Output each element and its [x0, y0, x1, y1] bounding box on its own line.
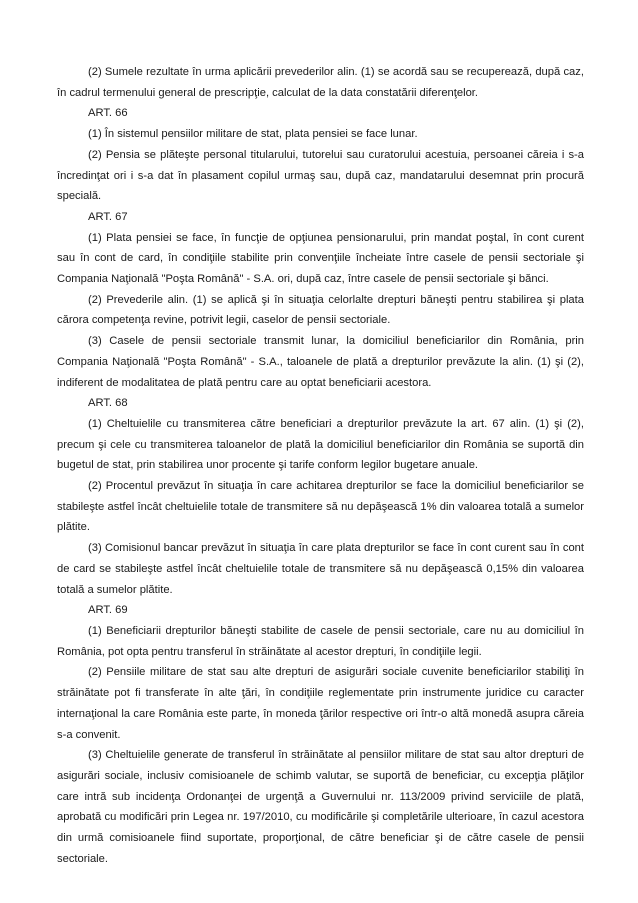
paragraph: (1) Beneficiarii drepturilor băneşti stabilite de casele de pensii sectoriale, care nu au domiciliul în România, pot opta pentru transferul în străinătate al acestor drepturi, în condiţiile legii. — [57, 624, 584, 658]
paragraph: (2) Procentul prevăzut în situaţia în care achitarea drepturilor se face la domiciliul beneficiarilor se stabileşte astfel încât cheltuielile totale de transmitere să nu depăşească 1% din valoarea totală a sumelor plătite. — [57, 480, 584, 534]
paragraph: (1) Plata pensiei se face, în funcţie de opţiunea pensionarului, prin mandat poştal, în cont curent sau în cont de card, în condiţiile stabilite prin convenţiile încheiate între casele de pensii sectoriale şi Compania Naţională "Poşta Română" - S.A. ori, după caz, între casele de pensii sectoriale şi bănci. — [57, 231, 584, 286]
paragraph: (2) Sumele rezultate în urma aplicării prevederilor alin. (1) se acordă sau se recuperează, după caz, în cadrul termenului general de prescripţie, calculat de la data constatării diferenţelor. — [57, 66, 584, 99]
paragraph: (1) Cheltuielile cu transmiterea către beneficiari a drepturilor prevăzute la art. 67 alin. (1) şi (2), precum şi cele cu transmiterea taloanelor de plată la domiciliul beneficiarilor din România se suportă din bugetul de stat, prin stabilirea unor procente şi tarife conform legilor bugetare anuale. — [57, 417, 584, 472]
article-heading: ART. 67 — [88, 210, 128, 223]
paragraph: (3) Cheltuielile generate de transferul în străinătate al pensiilor militare de stat sau altor drepturi de asigurări sociale, inclusiv comisioanele de schimb valutar, se suportă de beneficiar, cu excepţia plăţilor care intră sub incidenţa Ordonanţei de urgenţă a Guvernului nr. 113/2009 privind serviciile de plată, aprobată cu modificări prin Legea nr. 197/2010, cu modificările şi completările ulterioare, în cazul acestora din urmă comisioanele fiind suportate, proporţional, de către beneficiar şi de către casele de pensii sectoriale. — [57, 749, 584, 865]
paragraph: (1) În sistemul pensiilor militare de stat, plata pensiei se face lunar. — [88, 128, 418, 141]
article-heading: ART. 66 — [88, 107, 128, 120]
document-body — [57, 62, 584, 869]
paragraph: (3) Casele de pensii sectoriale transmit lunar, la domiciliul beneficiarilor din România, prin Compania Naţională "Poşta Română" - S.A., taloanele de plată a drepturilor prevăzute la alin. (1) şi (2), indiferent de modalitatea de plată pentru care au optat beneficiarii acestora. — [57, 335, 584, 389]
paragraph: (2) Pensiile militare de stat sau alte drepturi de asigurări sociale cuvenite beneficiarilor stabiliţi în străinătate pot fi transferate în alte ţări, în condiţiile reglementate prin instrumente juridice cu caracter internaţional la care România este parte, în moneda ţărilor respective ori într-o altă monedă asupra căreia s-a convenit. — [57, 666, 584, 741]
paragraph: (3) Comisionul bancar prevăzut în situaţia în care plata drepturilor se face în cont curent sau în cont de card se stabileşte astfel încât cheltuielile totale de transmitere să nu depăşească 0,15% din valoarea totală a sumelor plătite. — [57, 542, 584, 596]
paragraph: (2) Pensia se plăteşte personal titularului, tutorelui sau curatorului acestuia, persoanei căreia i s-a încredinţat ori i s-a dat în plasament copilul urmaş sau, după caz, mandatarului desemnat prin procură specială. — [57, 148, 584, 203]
paragraph: (2) Prevederile alin. (1) se aplică şi în situaţia celorlalte drepturi băneşti pentru stabilirea şi plata cărora competenţa revine, potrivit legii, caselor de pensii sectoriale. — [57, 293, 584, 327]
article-heading: ART. 68 — [88, 397, 128, 410]
article-heading: ART. 69 — [88, 604, 128, 617]
